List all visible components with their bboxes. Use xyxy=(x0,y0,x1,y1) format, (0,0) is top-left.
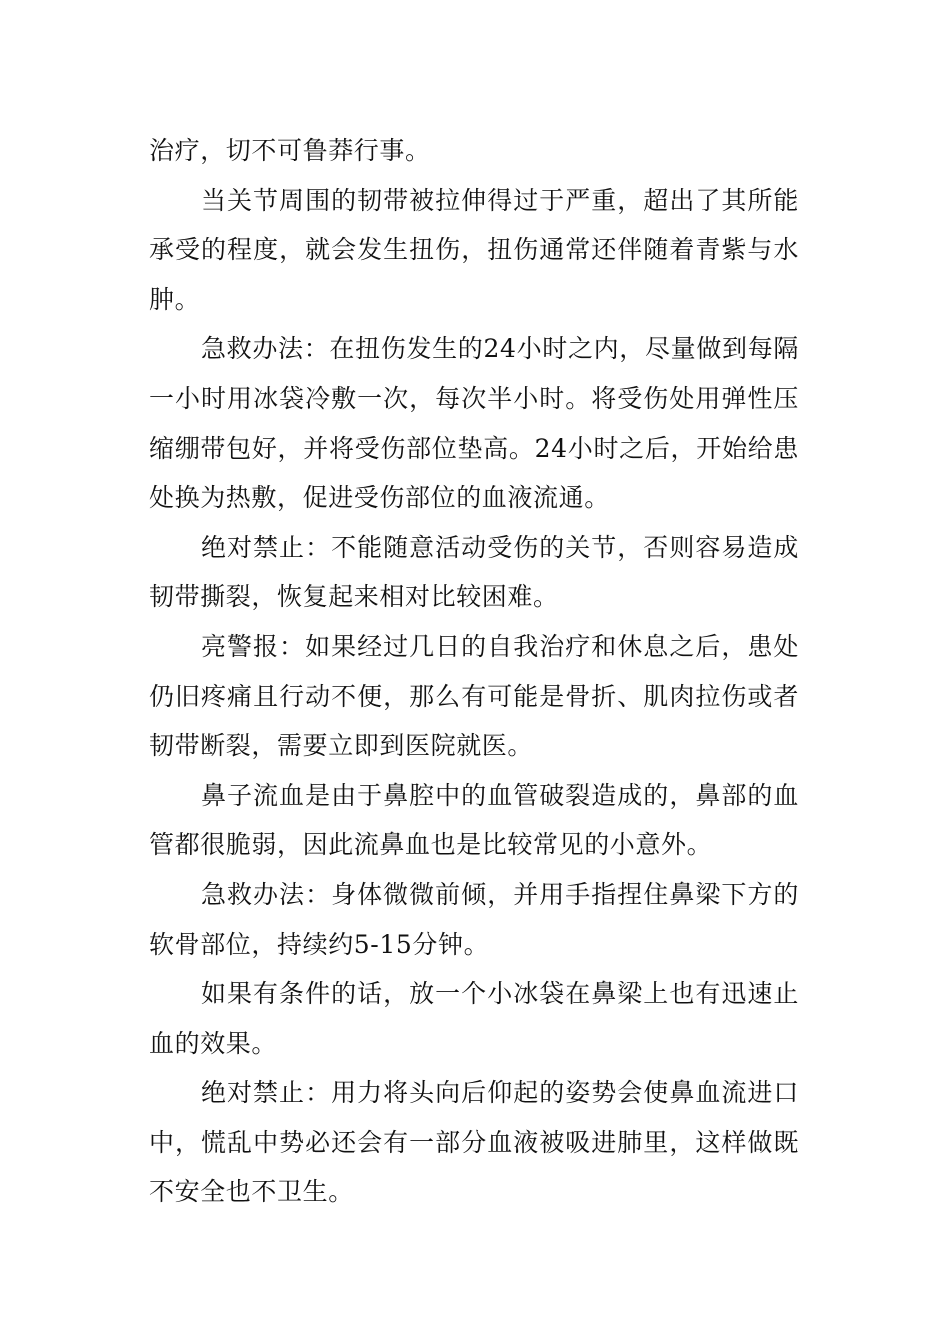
paragraph-nosebleed-description: 鼻子流血是由于鼻腔中的血管破裂造成的，鼻部的血管都很脆弱，因此流鼻血也是比较常见的小意外。 xyxy=(149,780,799,860)
paragraph-sprain-description: 当关节周围的韧带被拉伸得过于严重，超出了其所能承受的程度，就会发生扭伤，扭伤通常还伴随着青紫与水肿。 xyxy=(149,185,799,314)
paragraph-nosebleed-first-aid: 急救办法：身体微微前倾，并用手指捏住鼻梁下方的软骨部位，持续约5-15分钟。 xyxy=(149,879,799,959)
paragraph-sprain-first-aid: 急救办法：在扭伤发生的24小时之内，尽量做到每隔一小时用冰袋冷敷一次，每次半小时。将受伤处用弹性压缩绷带包好，并将受伤部位垫高。24小时之后，开始给患处换为热敷，促进受伤部位的血液流通。 xyxy=(149,334,799,513)
paragraph-continuation: 治疗，切不可鲁莽行事。 xyxy=(149,136,431,165)
paragraph-sprain-warning: 亮警报：如果经过几日的自我治疗和休息之后，患处仍旧疼痛且行动不便，那么有可能是骨折、肌肉拉伤或者韧带断裂，需要立即到医院就医。 xyxy=(149,631,799,761)
paragraph-sprain-prohibition: 绝对禁止：不能随意活动受伤的关节，否则容易造成韧带撕裂，恢复起来相对比较困难。 xyxy=(149,532,799,612)
document-body xyxy=(149,126,799,1217)
paragraph-nosebleed-ice: 如果有条件的话，放一个小冰袋在鼻梁上也有迅速止血的效果。 xyxy=(149,979,799,1058)
paragraph-nosebleed-prohibition: 绝对禁止：用力将头向后仰起的姿势会使鼻血流进口中，慌乱中势必还会有一部分血液被吸进肺里，这样做既不安全也不卫生。 xyxy=(149,1078,799,1207)
